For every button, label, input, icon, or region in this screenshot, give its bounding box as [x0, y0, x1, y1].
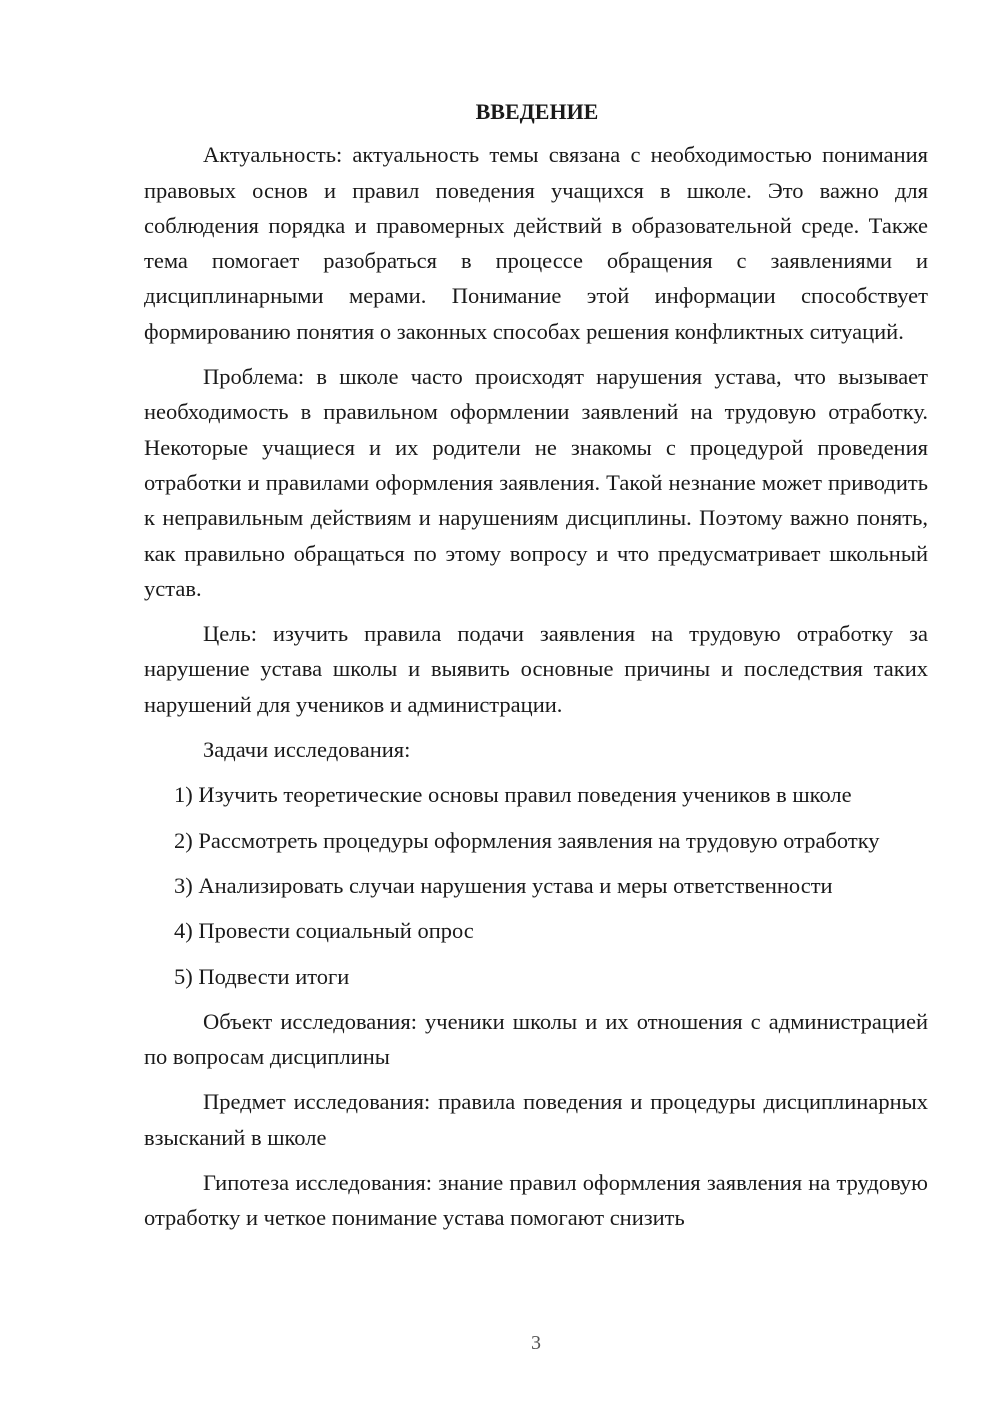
tasks-heading: Задачи исследования: [203, 737, 411, 763]
task-item-5: 5) Подвести итоги [174, 963, 350, 989]
task-item-3: 3) Анализировать случаи нарушения устава и меры ответственности [174, 872, 833, 898]
paragraph-subject: Предмет исследования: правила поведения и процедуры дисциплинарных взысканий в школе [144, 1089, 928, 1150]
paragraph-goal: Цель: изучить правила подачи заявления на трудовую отработку за нарушение устава школы и выявить основные причины и последствия таких нарушений для учеников и администрации. [144, 621, 928, 717]
page-number: 3 [531, 1332, 541, 1354]
paragraph-object: Объект исследования: ученики школы и их отношения с администрацией по вопросам дисциплины [144, 1008, 928, 1070]
page-content [144, 94, 928, 1246]
task-item-1: 1) Изучить теоретические основы правил поведения учеников в школе [174, 782, 852, 808]
task-item-4: 4) Провести социальный опрос [174, 918, 474, 944]
task-item-2: 2) Рассмотреть процедуры оформления заявления на трудовую отработку [174, 827, 880, 853]
paragraph-hypothesis: Гипотеза исследования: знание правил оформления заявления на трудовую отработку и четкое понимание устава помогают снизить [144, 1170, 928, 1231]
page-title: ВВЕДЕНИЕ [475, 99, 599, 124]
paragraph-relevance: Актуальность: актуальность темы связана с необходимостью понимания правовых основ и правил поведения учащихся в школе. Это важно для соблюдения порядка и правомерных действий в образовательной среде. Также тема помогает разобраться в процессе обращения с заявлениями и дисциплинарными мерами. Понимание этой информации способствует формированию понятия о законных способах решения конфликтных ситуаций. [144, 142, 928, 344]
paragraph-problem: Проблема: в школе часто происходят нарушения устава, что вызывает необходимость в правильном оформлении заявлений на трудовую отработку. Некоторые учащиеся и их родители не знакомы с процедурой проведения отработки и правилами оформления заявления. Такой незнание может приводить к неправильным действиям и нарушениям дисциплины. Поэтому важно понять, как правильно обращаться по этому вопросу и что предусматривает школьный устав. [144, 364, 928, 601]
